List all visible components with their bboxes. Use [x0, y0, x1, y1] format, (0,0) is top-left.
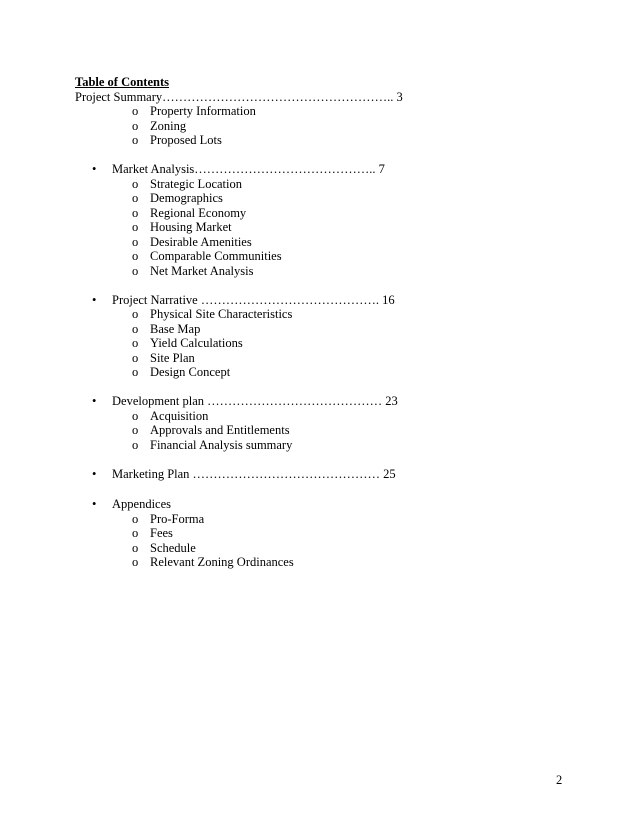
sub-item: o Demographics [132, 191, 223, 205]
sub-item: o Strategic Location [132, 177, 242, 191]
circle-bullet-icon: o [132, 119, 139, 133]
circle-bullet-icon: o [132, 307, 139, 321]
sub-item: o Physical Site Characteristics [132, 307, 293, 321]
circle-bullet-icon: o [132, 264, 139, 278]
sub-item: o Design Concept [132, 365, 231, 379]
toc-entry-marketing-plan: • Marketing Plan ……………………………………… 25 [92, 467, 396, 481]
page-number: 2 [556, 773, 563, 787]
circle-bullet-icon: o [132, 541, 139, 555]
bullet-icon: • [92, 497, 97, 511]
sub-item: o Fees [132, 526, 173, 540]
toc-entry-project-narrative: • Project Narrative ……………………………………. 16 [92, 293, 395, 307]
sub-item: o Site Plan [132, 351, 195, 365]
circle-bullet-icon: o [132, 526, 139, 540]
toc-entry-development-plan: • Development plan …………………………………… 23 [92, 394, 398, 408]
sub-item: o Acquisition [132, 409, 209, 423]
circle-bullet-icon: o [132, 438, 139, 452]
sub-item: o Housing Market [132, 220, 232, 234]
circle-bullet-icon: o [132, 206, 139, 220]
sub-item: o Pro-Forma [132, 512, 205, 526]
circle-bullet-icon: o [132, 409, 139, 423]
circle-bullet-icon: o [132, 423, 139, 437]
circle-bullet-icon: o [132, 555, 139, 569]
sub-item: o Proposed Lots [132, 133, 222, 147]
bullet-icon: • [92, 394, 97, 408]
circle-bullet-icon: o [132, 365, 139, 379]
circle-bullet-icon: o [132, 220, 139, 234]
sub-item: o Base Map [132, 322, 201, 336]
circle-bullet-icon: o [132, 235, 139, 249]
sub-item: o Financial Analysis summary [132, 438, 293, 452]
sub-item: o Regional Economy [132, 206, 247, 220]
sub-item: o Desirable Amenities [132, 235, 252, 249]
circle-bullet-icon: o [132, 177, 139, 191]
toc-entry-appendices: • Appendices [92, 497, 172, 511]
circle-bullet-icon: o [132, 191, 139, 205]
sub-item: o Net Market Analysis [132, 264, 254, 278]
toc-entry-project-summary: Project Summary……………………………………………….. 3 [75, 90, 403, 104]
sub-item: o Relevant Zoning Ordinances [132, 555, 294, 569]
toc-entry-market-analysis: • Market Analysis…………………………………….. 7 [92, 162, 385, 176]
sub-item: o Schedule [132, 541, 196, 555]
sub-item: o Property Information [132, 104, 256, 118]
sub-item: o Approvals and Entitlements [132, 423, 290, 437]
sub-item: o Comparable Communities [132, 249, 282, 263]
toc-title: Table of Contents [75, 75, 169, 89]
circle-bullet-icon: o [132, 133, 139, 147]
bullet-icon: • [92, 293, 97, 307]
circle-bullet-icon: o [132, 351, 139, 365]
circle-bullet-icon: o [132, 512, 139, 526]
bullet-icon: • [92, 162, 97, 176]
circle-bullet-icon: o [132, 104, 139, 118]
circle-bullet-icon: o [132, 322, 139, 336]
circle-bullet-icon: o [132, 336, 139, 350]
sub-item: o Zoning [132, 119, 187, 133]
sub-item: o Yield Calculations [132, 336, 243, 350]
bullet-icon: • [92, 467, 97, 481]
circle-bullet-icon: o [132, 249, 139, 263]
